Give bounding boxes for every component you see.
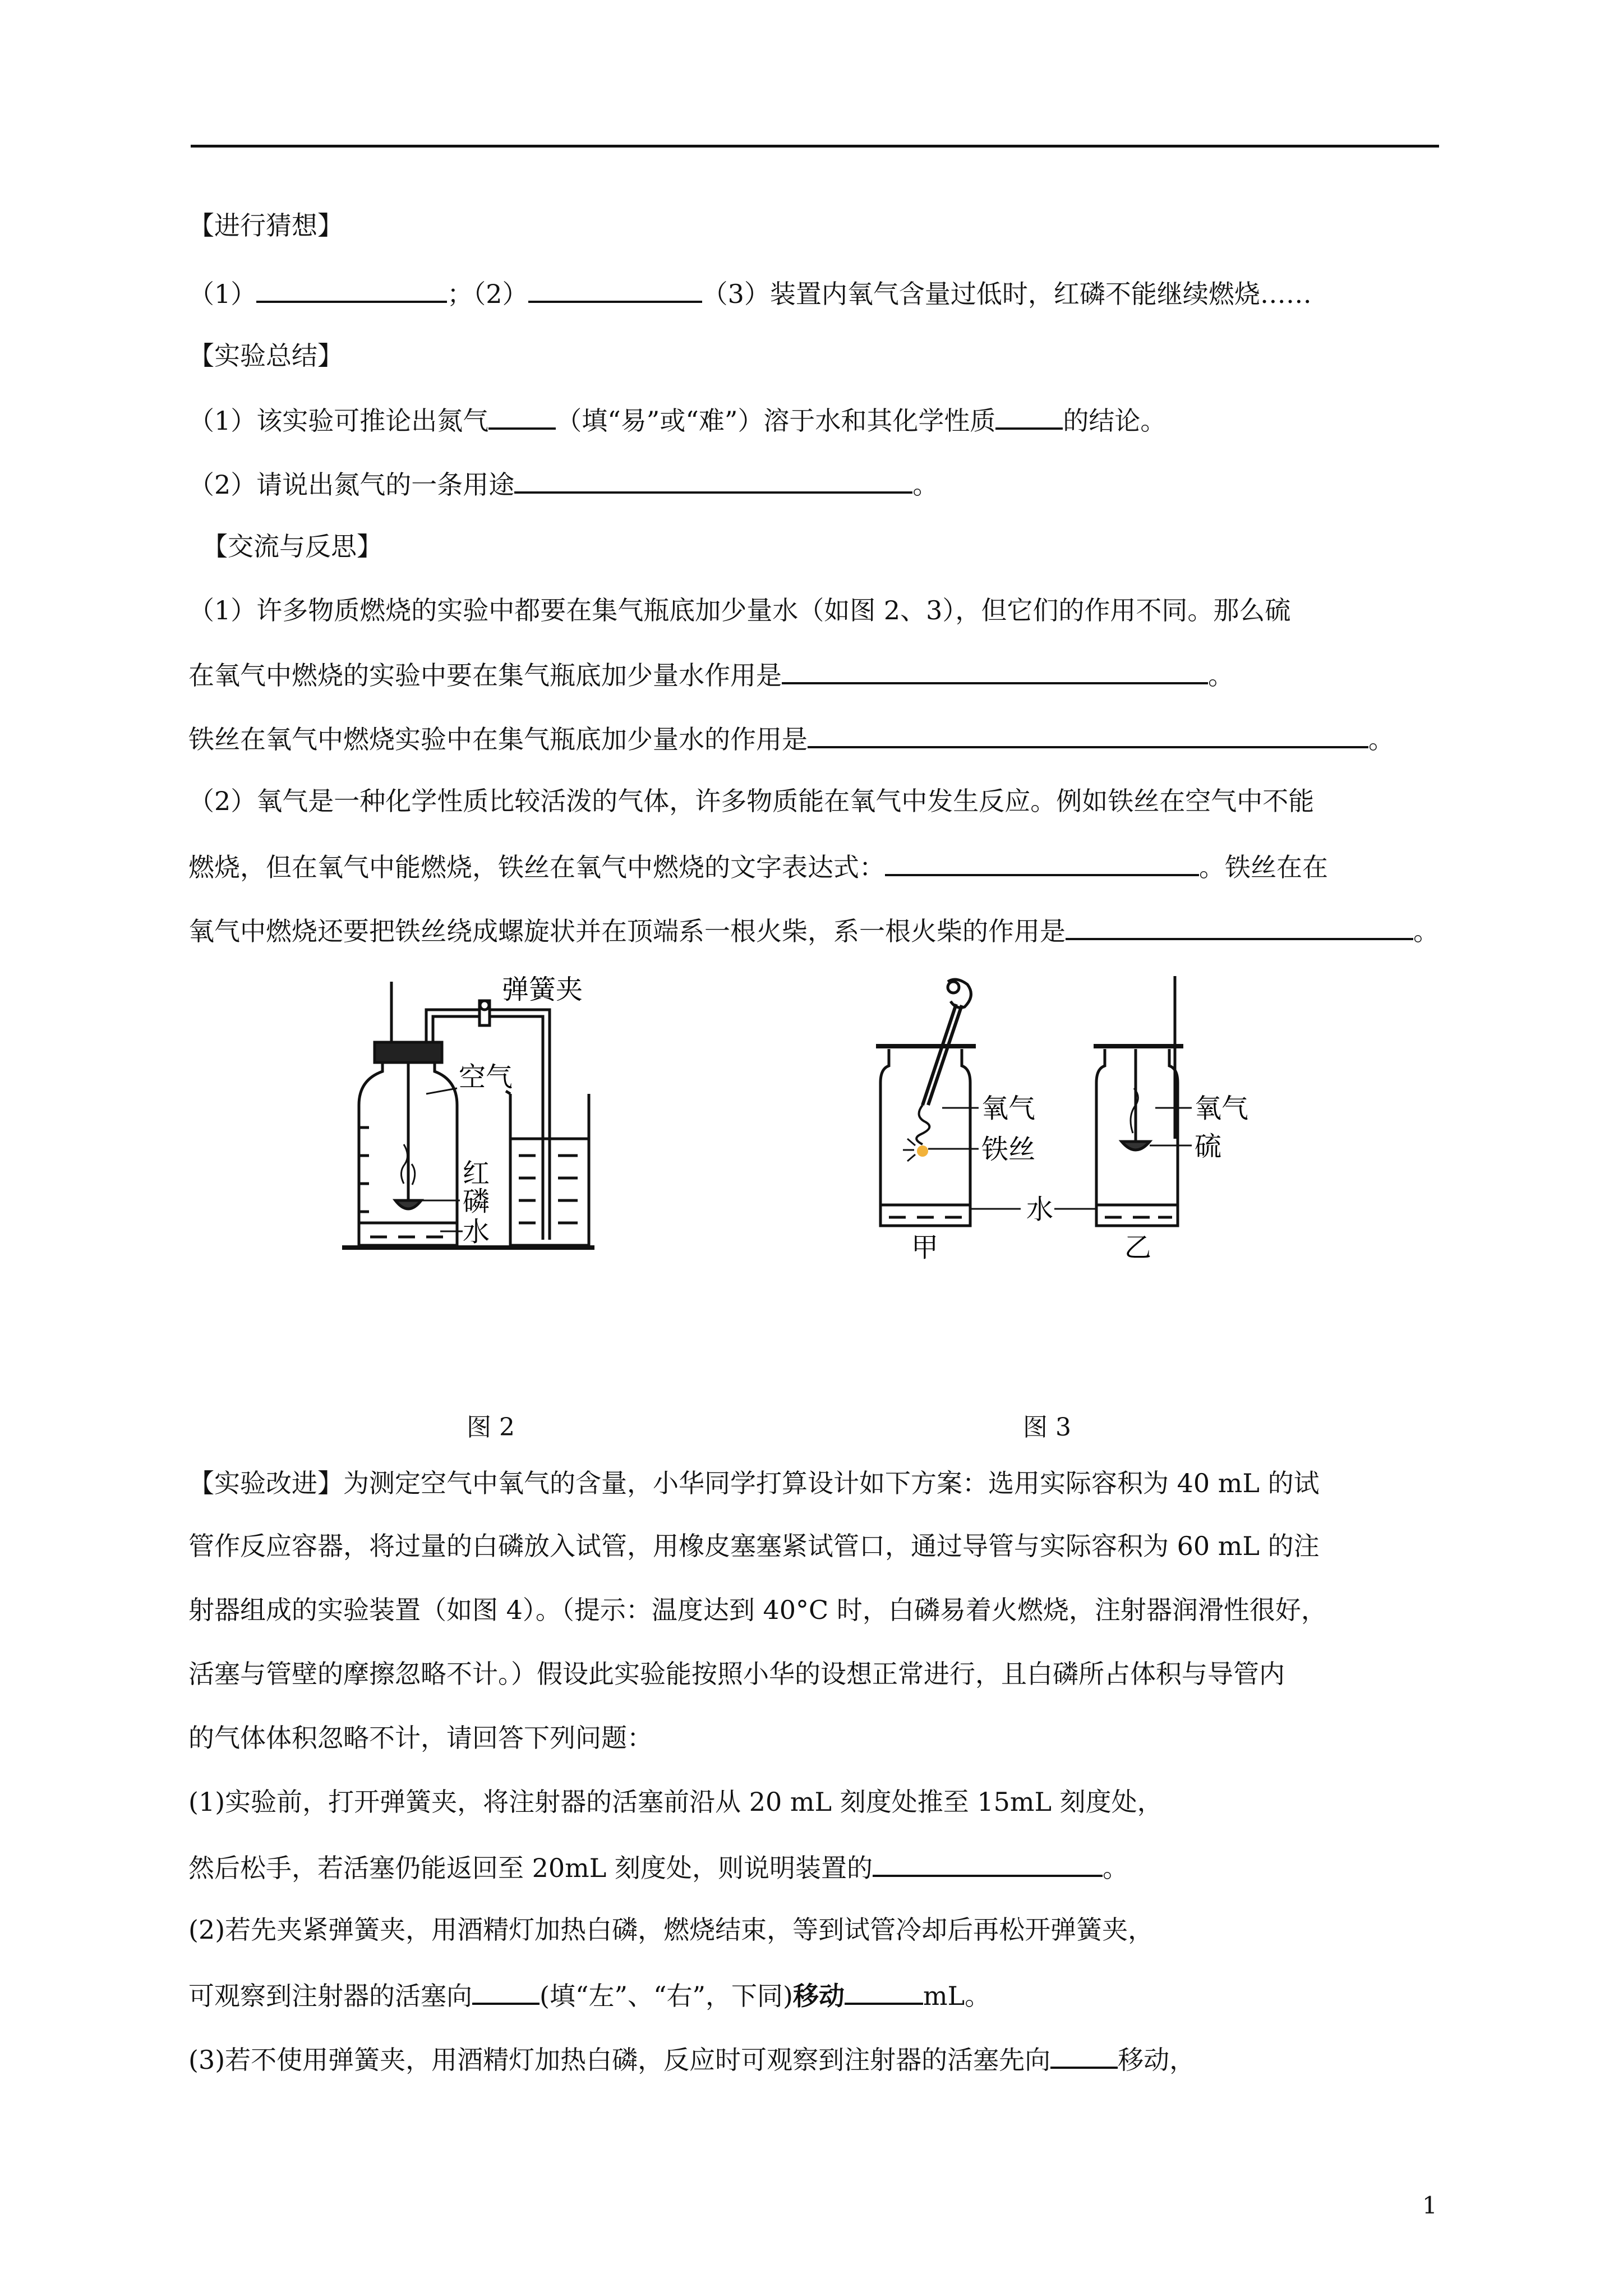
direction-blank-1[interactable] — [472, 1977, 540, 2005]
improve-line-5: 的气体体积忽略不计，请回答下列问题： — [188, 1723, 653, 1753]
water-label-fig3: 水 — [1026, 1194, 1054, 1225]
figure-2-caption: 图 2 — [467, 1413, 515, 1442]
jar-a-label: 甲 — [911, 1232, 939, 1262]
match-purpose-blank[interactable] — [1066, 912, 1413, 940]
improve-line-3: 射器组成的实验装置（如图 4）。（提示：温度达到 40°C 时，白磷易着火燃烧，注射器润滑性很好， — [188, 1595, 1327, 1625]
reflect-2-text-3: 氧气中燃烧还要把铁丝绕成螺旋状并在顶端系一根火柴，系一根火柴的作用是 — [188, 916, 1066, 946]
summary-1-text-c: 的结论。 — [1063, 406, 1166, 436]
figure-2-apparatus — [342, 976, 679, 1273]
reflect-2-line-3 — [188, 912, 1439, 948]
guess-3-text: （3）装置内氧气含量过低时，红磷不能继续燃烧…… — [702, 279, 1312, 309]
question-3-text-b: 移动， — [1118, 2045, 1196, 2075]
improve-line-2: 管作反应容器，将过量的白磷放入试管，用橡皮塞塞紧试管口，通过导管与实际容积为 60 mL 的注 — [188, 1531, 1320, 1561]
page-number: 1 — [1422, 2192, 1437, 2219]
iron-wire-label: 铁丝 — [981, 1134, 1036, 1165]
reflect-2-line-1: （2）氧气是一种化学性质比较活泼的气体，许多物质能在氧气中发生反应。例如铁丝在空气中不能 — [188, 786, 1315, 816]
sulfur-water-blank[interactable] — [782, 656, 1208, 684]
direction-blank-2[interactable] — [1050, 2041, 1118, 2069]
property-blank[interactable] — [995, 402, 1063, 430]
improve-line-4: 活塞与管壁的摩擦忽略不计。）假设此实验能按照小华的设想正常进行，且白磷所占体积与导管内 — [188, 1659, 1285, 1689]
solubility-blank[interactable] — [488, 402, 556, 430]
flame-icon — [917, 1145, 928, 1157]
reflect-1-line-2 — [188, 656, 1234, 692]
question-3-line-1 — [188, 2041, 1195, 2077]
figure-3-apparatus — [858, 970, 1307, 1262]
question-2-text-d: mL。 — [923, 1981, 991, 2011]
heading-reflect: 【交流与反思】 — [202, 531, 382, 562]
reflect-2-end-3: 。 — [1413, 916, 1439, 946]
iron-equation-blank[interactable] — [885, 848, 1199, 876]
guess-sep: ；（2） — [447, 279, 528, 309]
airtightness-blank[interactable] — [873, 1849, 1103, 1877]
nitrogen-use-blank[interactable] — [514, 466, 912, 494]
summary-2-end: 。 — [912, 470, 939, 500]
question-1-text: 然后松手，若活塞仍能返回至 20mL 刻度处，则说明装置的 — [188, 1853, 873, 1883]
reflect-1-line-1: （1）许多物质燃烧的实验中都要在集气瓶底加少量水（如图 2、3），但它们的作用不同。那么硫 — [188, 595, 1291, 625]
guess-1-blank[interactable] — [256, 275, 447, 303]
guess-2-blank[interactable] — [528, 275, 702, 303]
improve-line-1: 【实验改进】为测定空气中氧气的含量，小华同学打算设计如下方案：选用实际容积为 40 mL 的试 — [188, 1468, 1320, 1498]
heading-guess: 【进行猜想】 — [188, 210, 343, 241]
summary-line-2 — [188, 466, 938, 501]
figure-3-caption: 图 3 — [1023, 1413, 1071, 1442]
reflect-2-text-2a: 燃烧，但在氧气中能燃烧，铁丝在氧气中燃烧的文字表达式： — [188, 852, 885, 882]
iron-water-blank[interactable] — [808, 720, 1368, 748]
reflect-1-text-2: 在氧气中燃烧的实验中要在集气瓶底加少量水作用是 — [188, 660, 782, 691]
summary-2-text: （2）请说出氮气的一条用途 — [188, 470, 515, 500]
water-label-fig2: 水 — [463, 1216, 490, 1248]
volume-blank[interactable] — [845, 1977, 923, 2005]
reflect-1-text-3: 铁丝在氧气中燃烧实验中在集气瓶底加少量水的作用是 — [188, 724, 808, 754]
question-2-line-1: (2)若先夹紧弹簧夹，用酒精灯加热白磷，燃烧结束，等到试管冷却后再松开弹簧夹， — [188, 1915, 1154, 1945]
summary-1-text-a: （1）该实验可推论出氮气 — [188, 406, 489, 436]
reflect-2-text-2b: 。铁丝在在 — [1199, 852, 1328, 882]
phosphorus-label-2: 磷 — [463, 1186, 490, 1217]
air-label: 空气 — [459, 1061, 513, 1093]
summary-1-text-b: （填“易”或“难”）溶于水和其化学性质 — [556, 406, 996, 436]
jar-b-label: 乙 — [1124, 1232, 1152, 1262]
phosphorus-label-1: 红 — [463, 1158, 490, 1189]
question-2-text-b: (填“左”、“右”，下同) — [540, 1981, 793, 2011]
header-rule — [191, 145, 1439, 148]
question-2-line-2 — [188, 1977, 990, 2013]
oxygen-label-a: 氧气 — [981, 1093, 1036, 1124]
guess-1-label: （1） — [188, 279, 257, 309]
question-1-end: 。 — [1102, 1853, 1128, 1883]
reflect-2-line-2 — [188, 848, 1328, 884]
question-1-line-2 — [188, 1849, 1128, 1885]
reflect-1-end-3: 。 — [1368, 724, 1394, 754]
oxygen-label-b: 氧气 — [1195, 1093, 1249, 1124]
question-2-text-a: 可观察到注射器的活塞向 — [188, 1981, 472, 2011]
reflect-1-end-2: 。 — [1208, 660, 1234, 691]
question-2-text-c: 移动 — [792, 1981, 845, 2011]
heading-summary: 【实验总结】 — [188, 341, 343, 371]
reflect-1-line-3 — [188, 720, 1394, 756]
clamp-label: 弹簧夹 — [502, 976, 583, 1005]
summary-line-1 — [188, 402, 1166, 438]
guess-line — [188, 275, 1312, 311]
question-3-text-a: (3)若不使用弹簧夹，用酒精灯加热白磷，反应时可观察到注射器的活塞先向 — [188, 2045, 1051, 2075]
question-1-line-1: (1)实验前，打开弹簧夹，将注射器的活塞前沿从 20 mL 刻度处推至 15mL 刻度处， — [188, 1787, 1163, 1817]
sulfur-label: 硫 — [1195, 1131, 1222, 1162]
